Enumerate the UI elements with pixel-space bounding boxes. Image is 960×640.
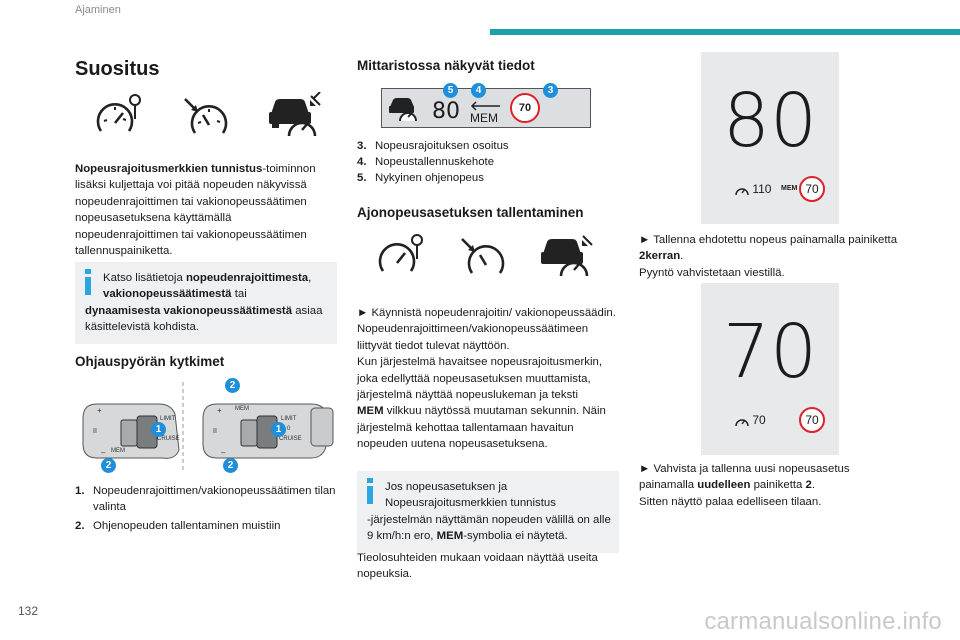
info-box-see-also: Katso lisätietoja nopeudenrajoittimesta, vakionopeussäätimestä tai dynaamisesta vakionopeussäätimestä asiaa käsittelevistä kohdista.	[75, 262, 337, 344]
dash-speed: 80	[432, 99, 460, 124]
lcd-speed-sign: 70	[799, 407, 825, 433]
speedometer-small-icon	[735, 415, 749, 427]
car-speedometer-icon	[388, 95, 418, 123]
dash-speed-sign: 70	[510, 93, 540, 123]
display-info-list	[357, 138, 619, 186]
badge-1-left: 1	[151, 422, 166, 437]
speedometer-press-icon	[181, 93, 231, 141]
page-number: 132	[18, 604, 39, 618]
stalk-mem-right: MEM	[235, 406, 249, 412]
switches-list	[75, 483, 337, 534]
stalk-cruise-right: CRUISE	[279, 436, 302, 442]
stalk-roman-left: II	[93, 428, 97, 435]
section-title: Ajaminen	[75, 4, 121, 16]
arrow-left-icon	[470, 101, 500, 111]
stalk-limit-left: LIMIT	[160, 416, 176, 422]
car-speedometer-icon	[267, 92, 323, 142]
lcd-display-confirmed	[701, 283, 839, 455]
watermark: carmanualsonline.info	[704, 608, 942, 635]
list-item: 2. Ohjenopeuden tallentaminen muistiin	[75, 520, 281, 532]
save-suggested-text: ► Tallenna ehdotettu nopeus painamalla painiketta 2kerran. Pyyntö vahvistetaan viestillä.	[639, 234, 898, 279]
badge-2-left: 2	[101, 458, 116, 473]
list-item: 3. Nopeusrajoituksen osoitus	[357, 140, 509, 152]
stalk-limit-right: LIMIT	[281, 416, 297, 422]
lcd-small-row: 70	[735, 413, 766, 427]
header-accent-bar	[490, 29, 960, 35]
dashboard-display	[381, 88, 591, 128]
lcd-display-suggested	[701, 52, 839, 224]
badge-2-right: 2	[223, 458, 238, 473]
badge-4: 4	[471, 83, 486, 98]
heading-instrument-info: Mittaristossa näkyvät tiedot	[357, 58, 535, 73]
badge-5: 5	[443, 83, 458, 98]
confirm-save-text: ► Vahvista ja tallenna uusi nopeusasetus painamalla uudelleen painiketta 2. Sitten näyttö palaa edelliseen tilaan.	[639, 463, 850, 508]
badge-3: 3	[543, 83, 558, 98]
heading-steering-switches: Ohjauspyörän kytkimet	[75, 354, 225, 369]
info-icon	[363, 478, 377, 504]
car-speedometer-icon	[539, 232, 595, 282]
stalk-diagram	[75, 378, 337, 474]
list-item: 1. Nopeudenrajoittimen/vakionopeussäätimen tilan valinta	[75, 485, 336, 513]
stalk-minus-right: –	[221, 448, 226, 457]
badge-1-right: 1	[271, 422, 286, 437]
stalk-illustration	[75, 378, 337, 474]
page-title: Suositus	[75, 58, 160, 80]
info-icon	[81, 269, 95, 295]
memorization-icons	[377, 232, 595, 282]
road-conditions-note: Tieolosuhteiden mukaan voidaan näyttää useita nopeuksia.	[357, 552, 598, 581]
lcd-big-speed: 70	[722, 309, 818, 395]
stalk-roman-right: II	[213, 428, 217, 435]
dash-mem: MEM	[470, 111, 498, 125]
list-item: 4. Nopeustallennuskehote	[357, 156, 495, 168]
list-item: 5. Nykyinen ohjenopeus	[357, 172, 484, 184]
stalk-mem-left: MEM	[111, 448, 125, 454]
stalk-plus-left: +	[97, 406, 102, 415]
recommendation-icons	[95, 92, 323, 142]
speedometer-sign-icon	[95, 93, 145, 141]
speedometer-small-icon	[735, 184, 749, 196]
speedometer-sign-icon	[377, 233, 427, 281]
info-box-mem-difference: Jos nopeusasetuksen ja Nopeusrajoitusmerkkien tunnistus -järjestelmän näyttämän nopeuden välillä on alle 9 km/h:n ero, MEM-symbolia ei näytetä.	[357, 471, 619, 553]
badge-2-top: 2	[225, 378, 240, 393]
lcd-big-speed: 80	[722, 78, 818, 164]
stalk-cruise-left: CRUISE	[157, 436, 180, 442]
lcd-mem-label: MEM	[781, 185, 798, 192]
heading-speed-memorization: Ajonopeusasetuksen tallentaminen	[357, 205, 584, 220]
memorization-text: ► Käynnistä nopeudenrajoitin/ vakionopeussäädin. Nopeudenrajoittimeen/vakionopeussäätimeen liittyvät tiedot tulevat näyttöön. Kun järjestelmä havaitsee nopeusrajoitusmerkin, joka edellyttää nopeusasetuksen muuttamista, järjestelmä näyttää nopeuslukeman ja teksti MEM vilkkuu näytössä muutaman sekunnin. Näin järjestelmä kehottaa tallentamaan havaitun nopeuden uutena nopeusasetuksena.	[357, 307, 616, 451]
speedometer-press-icon	[458, 233, 508, 281]
lcd-small-row: 110	[735, 182, 771, 196]
stalk-off-right: 0	[287, 426, 291, 432]
stalk-minus-left: –	[101, 448, 106, 457]
recommendation-text: Nopeusrajoitusmerkkien tunnistus-toiminnon lisäksi kuljettaja voi pitää nopeuden näkyvissä nopeudenrajoittimen tai vakionopeussäätimen nopeusasetuksena käyttämällä nopeudenrajoittimen tai vakionopeussäätimen tallennuspainiketta.	[75, 163, 316, 258]
stalk-plus-right: +	[217, 406, 222, 415]
lcd-speed-sign: 70	[799, 176, 825, 202]
